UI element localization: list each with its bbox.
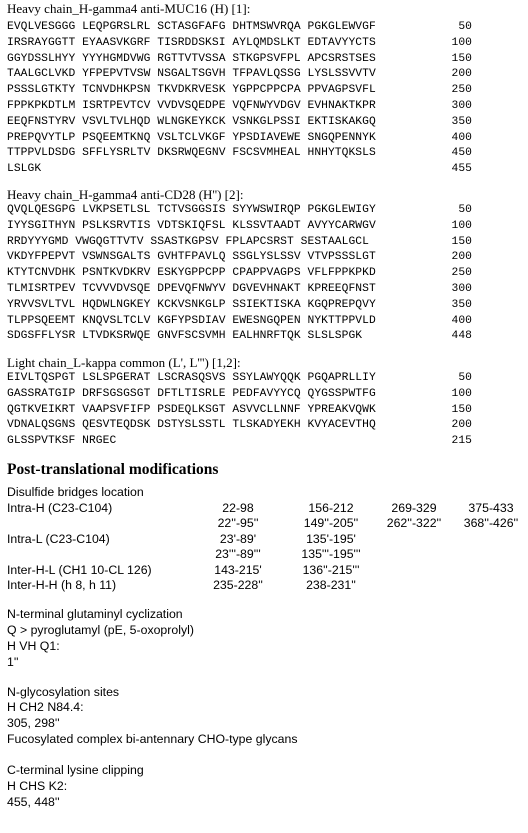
disulfide-bridge-position: 368''-426''	[463, 516, 519, 530]
sequence-text: IYYSGITHYN PSLKSRVTIS VDTSKIQFSL KLSSVTAADT AVYYCARWGV	[7, 219, 376, 232]
nglyco-line-3: Fucosylated complex bi-antennary CHO-type glycans	[7, 732, 298, 746]
sequence-position-number: 215	[451, 435, 472, 448]
disulfide-row-label: Inter-H-H (h 8, h 11)	[7, 578, 117, 592]
disulfide-bridge-position: 149''-205''	[303, 516, 359, 530]
sequence-text: GGYDSSLHYY YYYHGMDVWG RGTTVTVSSA STKGPSVFPL APCSRSTSES	[7, 52, 376, 65]
sequence-position-number: 448	[451, 330, 472, 343]
sequence-position-number: 350	[451, 115, 472, 128]
disulfide-title: Disulfide bridges location	[7, 485, 144, 499]
sequence-text: YRVVSVLTVL HQDWLNGKEY KCKVSNKGLP SSIEKTISKA KGQPREPQVY	[7, 298, 376, 311]
sequence-position-number: 350	[451, 298, 472, 311]
sequence-position-number: 50	[458, 204, 472, 216]
sequence-position-number: 100	[451, 36, 472, 49]
sequence-text: FPPKPKDTLM ISRTPEVTCV VVDVSQEDPE VQFNWYVDGV EVHNAKTKPR	[7, 100, 376, 112]
sequence-text: GASSRATGIP DRFSGSGSGT DFTLTISRLE PEDFAVYYCQ QYGSSPWTFG	[7, 387, 376, 400]
sequence-position-number: 150	[451, 52, 472, 65]
sequence-position-number: 50	[458, 21, 472, 33]
sequence-position-number: 150	[451, 235, 472, 248]
disulfide-bridge-position: 135'''-195'''	[301, 547, 361, 561]
sequence-text: EVQLVESGGG LEQPGRSLRL SCTASGFAFG DHTMSWVRQA PGKGLEWVGF	[7, 21, 376, 33]
heavy-chain-1-title: Heavy chain_H-gamma4 anti-MUC16 (H) [1]:	[7, 1, 251, 16]
disulfide-bridge-position: 269-329	[391, 501, 437, 515]
disulfide-bridge-position: 235-228''	[213, 578, 263, 592]
sequence-position-number: 200	[451, 68, 472, 81]
nterm-line-3: 1''	[7, 655, 19, 669]
nglyco-title: N-glycosylation sites	[7, 685, 120, 699]
sequence-text: TLPPSQEEMT KNQVSLTCLV KGFYPSDIAV EWESNGQPEN NYKTTPPVLD	[7, 314, 376, 327]
disulfide-bridge-position: 22-98	[222, 501, 254, 515]
disulfide-bridge-position: 262''-322''	[386, 516, 442, 530]
disulfide-bridge-position: 22''-95''	[217, 516, 259, 530]
sequence-text: LSLGK	[7, 163, 42, 176]
sequence-text: EIVLTQSPGT LSLSPGERAT LSCRASQSVS SSYLAWYQQK PGQAPRLLIY	[7, 372, 376, 384]
nterm-line-1: Q > pyroglutamyl (pE, 5-oxoprolyl)	[7, 623, 194, 637]
nglyco-line-2: 305, 298''	[7, 716, 60, 730]
sequence-position-number: 50	[458, 372, 472, 384]
sequence-text: TTPPVLDSDG SFFLYSRLTV DKSRWQEGNV FSCSVMHEAL HNHYTQKSLS	[7, 147, 376, 160]
sequence-text: QGTKVEIKRT VAAPSVFIFP PSDEQLKSGT ASVVCLLNNF YPREAKVQWK	[7, 403, 376, 416]
sequence-position-number: 455	[451, 163, 472, 176]
sequence-text: SDGSFFLYSR LTVDKSRWQE GNVFSCSVMH EALHNRFTQK SLSLSPGK	[7, 330, 363, 343]
disulfide-row-label: Intra-H (C23-C104)	[7, 501, 113, 515]
sequence-text: GLSSPVTKSF NRGEC	[7, 435, 117, 448]
sequence-text: VDNALQSGNS QESVTEQDSK DSTYSLSSTL TLSKADYEKH KVYACEVTHQ	[7, 419, 376, 432]
disulfide-bridge-position: 156-212	[308, 501, 354, 515]
ptm-heading: Post-translational modifications	[7, 461, 219, 478]
sequence-text: QVQLQESGPG LVKPSETLSL TCTVSGGSIS SYYWSWIRQP PGKGLEWIGY	[7, 204, 376, 216]
sequence-position-number: 100	[451, 219, 472, 232]
sequence-position-number: 200	[451, 251, 472, 264]
sequence-position-number: 250	[451, 84, 472, 97]
nglyco-line-1: H CH2 N84.4:	[7, 700, 84, 714]
disulfide-bridge-position: 143-215'	[214, 563, 262, 577]
sequence-position-number: 450	[451, 147, 472, 160]
disulfide-bridge-position: 136''-215'''	[302, 563, 360, 577]
disulfide-row-label: Inter-H-L (CH1 10-CL 126)	[7, 563, 152, 577]
sequence-text: TAALGCLVKD YFPEPVTVSW NSGALTSGVH TFPAVLQSSG LYSLSSVVTV	[7, 68, 376, 81]
sequence-position-number: 300	[451, 100, 472, 112]
sequence-text: IRSRAYGGTT EYAASVKGRF TISRDDSKSI AYLQMDSLKT EDTAVYYCTS	[7, 36, 376, 49]
sequence-position-number: 250	[451, 267, 472, 280]
sequence-text: RRDYYYGMD VWGQGTTVTV SSASTKGPSV FPLAPCSRST SESTAALGCL	[7, 235, 369, 248]
nterm-line-2: H VH Q1:	[7, 639, 60, 653]
sequence-text: KTYTCNVDHK PSNTKVDKRV ESKYGPPCPP CPAPPVAGPS VFLFPPKPKD	[7, 267, 376, 280]
sequence-text: EEQFNSTYRV VSVLTVLHQD WLNGKEYKCK VSNKGLPSSI EKTISKAKGQ	[7, 115, 376, 128]
sequence-position-number: 100	[451, 387, 472, 400]
cterm-line-1: H CHS K2:	[7, 779, 68, 793]
disulfide-bridge-position: 375-433	[468, 501, 514, 515]
sequence-text: PSSSLGTKTY TCNVDHKPSN TKVDKRVESK YGPPCPPCPA PPVAGPSVFL	[7, 84, 376, 97]
sequence-text: PREPQVYTLP PSQEEMTKNQ VSLTCLVKGF YPSDIAVEWE SNGQPENNYK	[7, 131, 376, 144]
sequence-position-number: 300	[451, 283, 472, 295]
cterm-line-2: 455, 448''	[7, 795, 60, 809]
disulfide-bridge-position: 238-231''	[306, 578, 356, 592]
heavy-chain-2-title: Heavy chain_H-gamma4 anti-CD28 (H'') [2]:	[7, 187, 244, 202]
disulfide-bridge-position: 23'-89'	[219, 532, 257, 546]
cterm-title: C-terminal lysine clipping	[7, 763, 144, 777]
sequence-position-number: 200	[451, 419, 472, 432]
nterm-title: N-terminal glutaminyl cyclization	[7, 607, 183, 621]
sequence-position-number: 150	[451, 403, 472, 416]
sequence-text: VKDYFPEPVT VSWNSGALTS GVHTFPAVLQ SSGLYSLSSV VTVPSSSLGT	[7, 251, 376, 264]
disulfide-bridge-position: 135'-195'	[306, 532, 356, 546]
sequence-position-number: 400	[451, 314, 472, 327]
disulfide-bridge-position: 23'''-89'''	[215, 547, 261, 561]
sequence-text: TLMISRTPEV TCVVVDVSQE DPEVQFNWYV DGVEVHNAKT KPREEQFNST	[7, 283, 376, 295]
disulfide-row-label: Intra-L (C23-C104)	[7, 532, 110, 546]
sequence-position-number: 400	[451, 131, 472, 144]
light-chain-title: Light chain_L-kappa common (L', L''') [1,2]:	[7, 355, 241, 370]
